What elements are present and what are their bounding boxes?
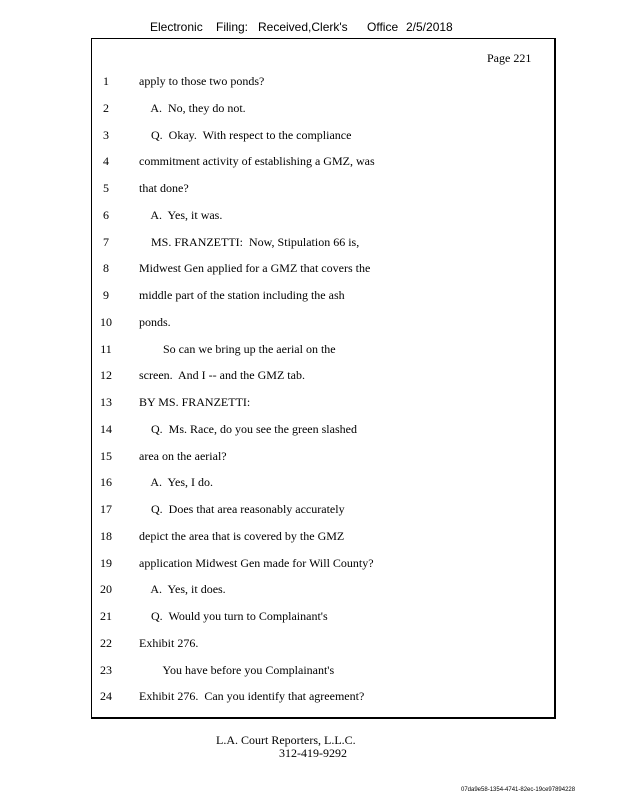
transcript-line: So can we bring up the aerial on the: [139, 341, 336, 356]
filing-stamp-word: Filing:: [216, 20, 249, 34]
transcript-line: area on the aerial?: [139, 448, 227, 463]
transcript-line: Exhibit 276.: [139, 635, 199, 650]
transcript-line: Midwest Gen applied for a GMZ that covers the: [139, 261, 371, 276]
line-number: 10: [100, 314, 112, 329]
transcript-line: A. Yes, I do.: [139, 475, 214, 490]
document-id: 07da9e58-1354-4741-82ec-19ce97894228: [461, 787, 576, 793]
transcript-line: screen. And I -- and the GMZ tab.: [139, 368, 305, 383]
line-number: 18: [100, 528, 112, 543]
line-number: 19: [100, 555, 112, 570]
line-number: 13: [100, 395, 112, 409]
page-number: Page 221: [487, 51, 532, 65]
transcript-line: apply to those two ponds?: [139, 74, 265, 88]
line-number: 12: [100, 368, 112, 383]
line-number: 9: [103, 288, 109, 302]
transcript-line: BY MS. FRANZETTI:: [139, 395, 251, 409]
line-number: 15: [100, 448, 112, 463]
line-number: 16: [100, 475, 112, 490]
transcript-line: middle part of the station including the ash: [139, 288, 345, 302]
line-number: 1: [103, 74, 109, 88]
line-number: 14: [100, 421, 112, 436]
line-number: 23: [100, 662, 112, 677]
transcript-line: Exhibit 276. Can you identify that agreement?: [139, 689, 365, 704]
transcript-line: application Midwest Gen made for Will County?: [139, 555, 374, 570]
transcript-line: A. Yes, it does.: [139, 582, 226, 597]
line-number: 11: [100, 341, 112, 356]
line-number: 22: [100, 635, 112, 650]
line-number: 21: [100, 609, 112, 623]
line-number: 7: [103, 234, 109, 249]
transcript-line: You have before you Complainant's: [139, 662, 335, 677]
filing-stamp-word: Received,Clerk's: [258, 20, 348, 34]
transcript-line: Q. Would you turn to Complainant's: [139, 609, 328, 623]
line-number: 24: [100, 689, 112, 704]
transcript-line: ponds.: [139, 314, 171, 329]
transcript-line: that done?: [139, 181, 189, 195]
line-number: 5: [103, 181, 109, 195]
transcript-line: Q. Okay. With respect to the compliance: [139, 127, 352, 142]
transcript-line: A. Yes, it was.: [139, 207, 223, 222]
line-number: 3: [103, 127, 109, 142]
filing-stamp-date: 2/5/2018: [406, 20, 453, 34]
line-number: 20: [100, 582, 112, 597]
reporter-company: L.A. Court Reporters, L.L.C.: [216, 733, 356, 747]
line-number: 8: [103, 261, 109, 276]
reporter-phone: 312-419-9292: [279, 746, 347, 760]
line-number: 6: [103, 207, 109, 222]
transcript-line: MS. FRANZETTI: Now, Stipulation 66 is,: [139, 234, 360, 249]
line-number: 17: [100, 502, 112, 516]
filing-stamp-word: Office: [367, 20, 399, 34]
transcript-line: Q. Ms. Race, do you see the green slashed: [139, 421, 357, 436]
transcript-line: Q. Does that area reasonably accurately: [139, 502, 345, 516]
filing-stamp-word: Electronic: [150, 20, 203, 34]
transcript-line: commitment activity of establishing a GMZ, was: [139, 154, 375, 169]
line-number: 4: [103, 154, 109, 169]
line-number: 2: [103, 100, 109, 115]
transcript-line: A. No, they do not.: [139, 100, 246, 115]
transcript-line: depict the area that is covered by the GMZ: [139, 528, 345, 543]
